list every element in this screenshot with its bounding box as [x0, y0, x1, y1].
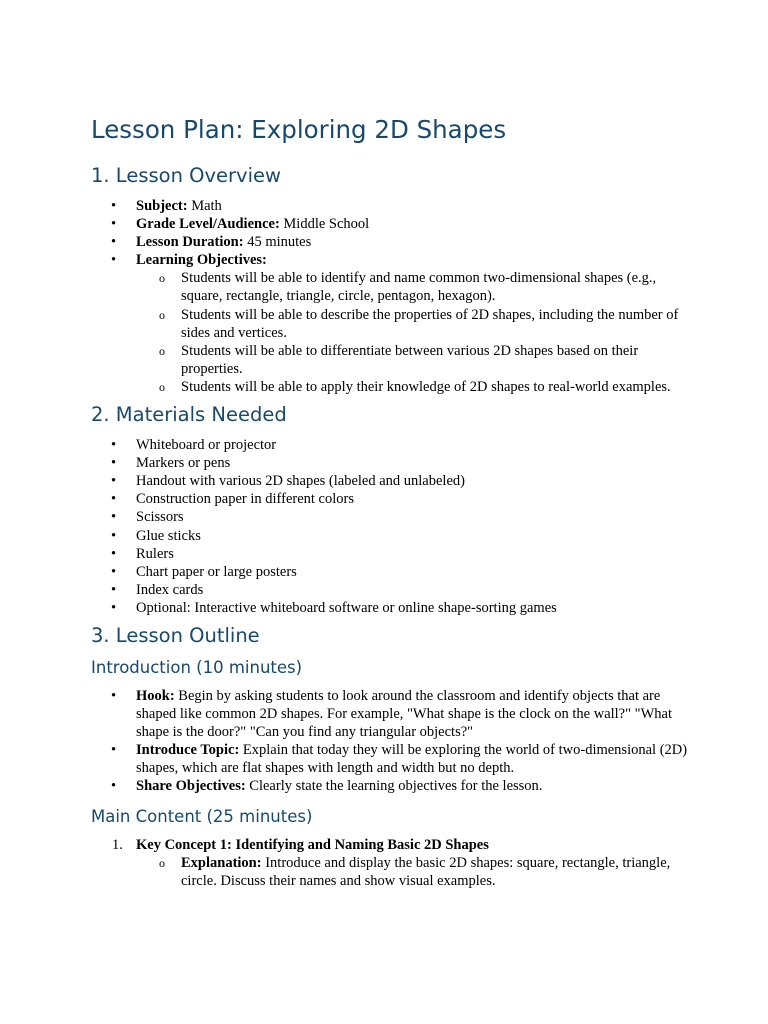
list-item: • Subject: Math	[111, 198, 222, 214]
objective-item: o Students will be able to differentiate between various 2D shapes based on their properties.	[159, 342, 639, 377]
objectives-list	[91, 269, 691, 396]
list-item: • Optional: Interactive whiteboard software or online shape-sorting games	[111, 599, 557, 616]
list-item: • Index cards	[111, 581, 204, 598]
circle-bullet-icon: o	[159, 343, 165, 358]
introduction-list	[91, 687, 691, 796]
list-item: • Share Objectives: Clearly state the learning objectives for the lesson.	[111, 778, 543, 795]
bullet-icon: •	[111, 437, 117, 454]
circle-bullet-icon: o	[159, 379, 165, 394]
list-item: • Construction paper in different colors	[111, 491, 354, 508]
circle-bullet-icon: o	[159, 271, 165, 286]
subsection-heading-introduction: Introduction (10 minutes)	[91, 657, 303, 677]
bullet-icon: •	[111, 455, 117, 472]
bullet-icon: •	[111, 216, 117, 233]
bullet-icon: •	[111, 234, 117, 251]
concept-points-list	[91, 854, 691, 890]
objective-item: o Students will be able to identify and name common two-dimensional shapes (e.g., square, rectangle, triangle, circle, pentagon, hexagon).	[159, 270, 657, 305]
list-number: 1.	[112, 836, 123, 853]
bullet-icon: •	[111, 509, 117, 526]
list-item: o Explanation: Introduce and display the basic 2D shapes: square, rectangle, triangle, circle. Discuss their names and show visual examples.	[159, 854, 671, 889]
bullet-icon: •	[111, 252, 117, 269]
list-item: • Hook: Begin by asking students to look around the classroom and identify objects that are shaped like common 2D shapes. For example, "What shape is the clock on the wall?" "What shape is the door?" "Can you find any triangular objects?"	[111, 687, 672, 741]
list-item: • Learning Objectives:	[111, 252, 267, 269]
subsection-heading-main-content: Main Content (25 minutes)	[91, 806, 313, 826]
bullet-icon: •	[111, 545, 117, 562]
document-page	[91, 113, 691, 890]
section-heading-materials: 2. Materials Needed	[91, 403, 287, 427]
list-item: • Grade Level/Audience: Middle School	[111, 216, 370, 233]
bullet-icon: •	[111, 563, 117, 580]
bullet-icon: •	[111, 778, 117, 795]
list-item: • Whiteboard or projector	[111, 437, 277, 454]
circle-bullet-icon: o	[159, 307, 165, 322]
bullet-icon: •	[111, 491, 117, 508]
list-item: 1. Key Concept 1: Identifying and Naming Basic 2D Shapes	[112, 836, 489, 853]
bullet-icon: •	[111, 581, 117, 598]
list-item: • Scissors	[111, 509, 184, 526]
concepts-list	[91, 836, 691, 854]
list-item: • Lesson Duration: 45 minutes	[111, 234, 312, 251]
bullet-icon: •	[111, 742, 117, 759]
list-item: • Handout with various 2D shapes (labeled and unlabeled)	[111, 473, 465, 490]
bullet-icon: •	[111, 687, 117, 704]
bullet-icon: •	[111, 473, 117, 490]
overview-list	[91, 197, 691, 269]
list-item: • Markers or pens	[111, 455, 231, 472]
list-item: • Chart paper or large posters	[111, 563, 297, 580]
bullet-icon: •	[111, 599, 117, 616]
list-item: • Introduce Topic: Explain that today they will be exploring the world of two-dimensional (2D) shapes, which are flat shapes with length and width but no depth.	[111, 742, 688, 777]
objective-item: o Students will be able to apply their knowledge of 2D shapes to real-world examples.	[159, 378, 671, 395]
bullet-icon: •	[111, 527, 117, 544]
list-item: • Glue sticks	[111, 527, 201, 544]
circle-bullet-icon: o	[159, 855, 165, 870]
list-item: • Rulers	[111, 545, 174, 562]
bullet-icon: •	[111, 198, 117, 214]
materials-list	[91, 436, 691, 617]
section-heading-outline: 3. Lesson Outline	[91, 623, 260, 647]
objective-item: o Students will be able to describe the properties of 2D shapes, including the number of sides and vertices.	[159, 306, 679, 341]
document-title: Lesson Plan: Exploring 2D Shapes	[91, 115, 507, 144]
section-heading-overview: 1. Lesson Overview	[91, 164, 281, 187]
